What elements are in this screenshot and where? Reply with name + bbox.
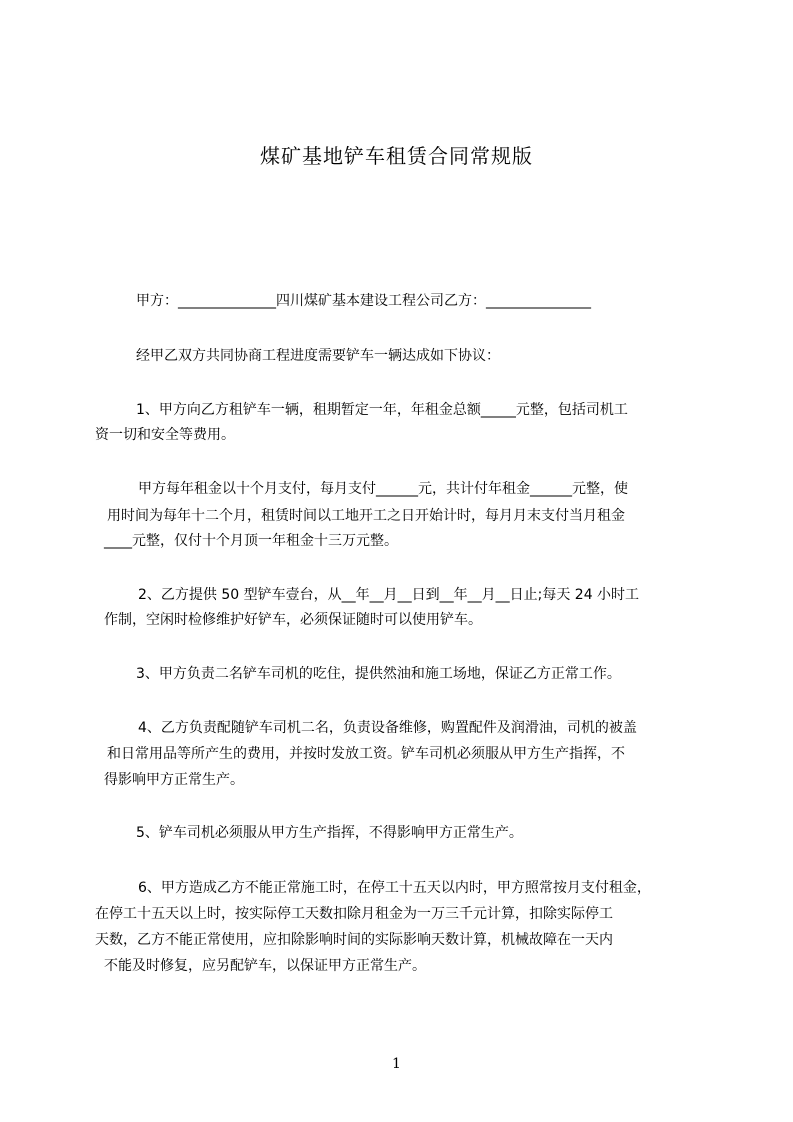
page-number: 1 <box>392 1056 401 1072</box>
document-title: 煤矿基地铲车租赁合同常规版 <box>260 144 533 168</box>
payment-line-2: 用时间为每年十二个月，租赁时间以工地开工之日开始计时，每月月末支付当月租金 <box>107 508 625 524</box>
clause-2-line-2: 作制，空闲时检修维护好铲车，必须保证随时可以使用铲车。 <box>104 612 482 628</box>
clause-6-line-4: 不能及时修复，应另配铲车，以保证甲方正常生产。 <box>104 958 426 974</box>
parties-line: 甲方：______________四川煤矿基本建设工程公司乙方：_______________ <box>136 293 591 309</box>
clause-1-line-2: 资一切和安全等费用。 <box>95 427 235 443</box>
clause-4-line-1: 4、乙方负责配随铲车司机二名，负责设备维修，购置配件及润滑油，司机的被盖 <box>138 720 637 736</box>
intro-paragraph: 经甲乙双方共同协商工程进度需要铲车一辆达成如下协议： <box>136 348 500 364</box>
clause-1-line-1: 1、甲方向乙方租铲车一辆，租期暂定一年，年租金总额_____元整，包括司机工 <box>136 402 628 418</box>
clause-4-line-3: 得影响甲方正常生产。 <box>104 772 244 788</box>
payment-line-1: 甲方每年租金以十个月支付，每月支付______元，共计付年租金______元整，使 <box>138 481 628 497</box>
clause-6-line-3: 天数，乙方不能正常使用，应扣除影响时间的实际影响天数计算，机械故障在一天内 <box>95 932 613 948</box>
clause-5-line-1: 5、铲车司机必须服从甲方生产指挥，不得影响甲方正常生产。 <box>136 825 523 841</box>
clause-6-line-2: 在停工十五天以上时，按实际停工天数扣除月租金为一万三千元计算，扣除实际停工 <box>95 906 613 922</box>
clause-6-line-1: 6、甲方造成乙方不能正常施工时，在停工十五天以内时，甲方照常按月支付租金， <box>138 880 651 896</box>
clause-2-line-1: 2、乙方提供 50 型铲车壹台，从__年__月__日到__年__月__日止;每天 24 小时工 <box>138 587 640 603</box>
payment-line-3: ____元整，仅付十个月顶一年租金十三万元整。 <box>104 533 398 549</box>
clause-3-line-1: 3、甲方负责二名铲车司机的吃住，提供然油和施工场地，保证乙方正常工作。 <box>136 666 621 682</box>
clause-4-line-2: 和日常用品等所产生的费用，并按时发放工资。铲车司机必须服从甲方生产指挥，不 <box>107 746 625 762</box>
